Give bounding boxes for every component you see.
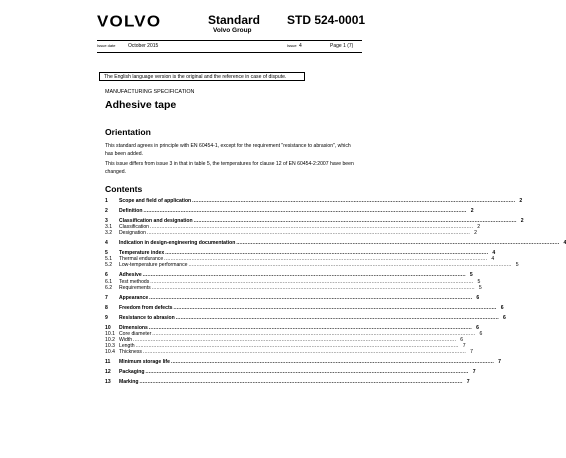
toc-entry-title: Indication in design-engineering documentation bbox=[119, 240, 236, 247]
toc-leader-dots: ........................................................................................................................................................................................................ bbox=[188, 262, 512, 269]
issue-number: 4 bbox=[299, 43, 302, 49]
toc-leader-dots: ........................................................................................................................................................................................................ bbox=[151, 284, 475, 291]
toc-entry-page: 6 bbox=[476, 324, 479, 331]
toc-leader-dots: ........................................................................................................................................................................................................ bbox=[165, 250, 489, 257]
document-category: MANUFACTURING SPECIFICATION bbox=[105, 89, 195, 95]
header-rule-bottom bbox=[97, 52, 362, 53]
toc-entry-page: 6 bbox=[500, 304, 504, 311]
toc-entry-title: Dimensions bbox=[119, 324, 148, 331]
toc-leader-dots: ........................................................................................................................................................................................................ bbox=[170, 359, 494, 365]
toc-entry-number: 3.2 bbox=[105, 230, 113, 237]
issue-label: Issue bbox=[287, 43, 297, 48]
toc-entry-number: 4 bbox=[105, 240, 108, 247]
toc-entry-number: 6.2 bbox=[105, 284, 113, 291]
toc-entry-title: Classification bbox=[119, 224, 150, 231]
toc-leader-dots: ........................................................................................................................................................................................................ bbox=[164, 256, 488, 263]
toc-entry[interactable] bbox=[105, 304, 504, 312]
toc-leader-dots: ........................................................................................................................................................................................................ bbox=[135, 342, 459, 349]
toc-leader-dots: ........................................................................................................................................................................................................ bbox=[236, 240, 560, 247]
orientation-heading: Orientation bbox=[105, 127, 151, 137]
toc-leader-dots: ........................................................................................................................................................................................................ bbox=[145, 369, 469, 375]
toc-entry-page: 5 bbox=[477, 278, 481, 285]
toc-entry-title: Test methods bbox=[119, 278, 150, 285]
toc-entry-page: 7 bbox=[472, 369, 476, 375]
toc-entry-title: Width bbox=[119, 336, 133, 343]
toc-entry-number: 6.1 bbox=[105, 278, 113, 285]
toc-entry-page: 2 bbox=[470, 208, 474, 214]
toc-entry-number: 2 bbox=[105, 208, 108, 214]
volvo-logo: VOLVO bbox=[97, 13, 162, 31]
toc-entry-number: 10.4 bbox=[105, 349, 115, 355]
toc-entry-title: Scope and field of application bbox=[119, 198, 192, 204]
toc-entry-page: 5 bbox=[469, 272, 473, 279]
toc-entry-title: Resistance to abrasion bbox=[119, 314, 175, 321]
toc-leader-dots: ........................................................................................................................................................................................................ bbox=[146, 230, 470, 237]
toc-entry-page: 6 bbox=[460, 336, 464, 343]
organization: Volvo Group bbox=[213, 27, 252, 34]
toc-entry-number: 10.2 bbox=[105, 336, 115, 343]
issue-date-label: Issue date bbox=[97, 43, 116, 48]
language-notice: The English language version is the original and the reference in case of dispute. bbox=[99, 72, 305, 81]
toc-entry[interactable] bbox=[105, 314, 506, 322]
toc-entry-number: 7 bbox=[105, 294, 108, 301]
toc-entry[interactable] bbox=[105, 230, 477, 237]
toc-entry-number: 13 bbox=[105, 379, 111, 385]
toc-entry-title: Temperature index bbox=[119, 250, 165, 257]
toc-entry-title: Designation bbox=[119, 230, 146, 237]
toc-entry-number: 5 bbox=[105, 250, 108, 257]
toc-entry[interactable] bbox=[105, 284, 482, 292]
toc-leader-dots: ........................................................................................................................................................................................................ bbox=[175, 314, 499, 321]
toc-entry-title: Thermal endurance bbox=[119, 256, 164, 263]
toc-entry[interactable] bbox=[105, 198, 523, 205]
toc-entry-title: Low-temperature performance bbox=[119, 262, 188, 269]
toc-entry-page: 2 bbox=[520, 218, 524, 224]
toc-leader-dots: ........................................................................................................................................................................................................ bbox=[150, 278, 474, 285]
toc-leader-dots: ........................................................................................................................................................................................................ bbox=[133, 336, 457, 343]
toc-leader-dots: ........................................................................................................................................................................................................ bbox=[142, 272, 466, 279]
toc-leader-dots: ........................................................................................................................................................................................................ bbox=[152, 330, 476, 337]
toc-entry-page: 4 bbox=[491, 256, 495, 263]
header-rule-top bbox=[97, 40, 362, 41]
toc-leader-dots: ........................................................................................................................................................................................................ bbox=[143, 208, 467, 214]
toc-entry-number: 10.3 bbox=[105, 342, 115, 349]
toc-entry-title: Thickness bbox=[119, 349, 142, 355]
toc-leader-dots: ........................................................................................................................................................................................................ bbox=[139, 379, 463, 385]
toc-entry-page: 4 bbox=[563, 240, 566, 247]
toc-entry-page: 7 bbox=[462, 342, 466, 349]
toc-entry-number: 10.1 bbox=[105, 330, 115, 337]
toc-entry[interactable] bbox=[105, 294, 480, 302]
toc-entry-title: Requirements bbox=[119, 284, 151, 291]
toc-entry[interactable] bbox=[105, 379, 470, 386]
toc-entry-page: 2 bbox=[474, 230, 477, 237]
page-number: Page 1 (7) bbox=[330, 43, 354, 49]
toc-entry-title: Appearance bbox=[119, 294, 149, 301]
toc-entry-page: 6 bbox=[502, 314, 506, 321]
toc-leader-dots: ........................................................................................................................................................................................................ bbox=[149, 294, 473, 301]
toc-entry-title: Marking bbox=[119, 379, 139, 385]
document-title: Adhesive tape bbox=[105, 99, 177, 111]
toc-entry-page: 2 bbox=[519, 198, 523, 204]
toc-entry-page: 5 bbox=[478, 284, 482, 291]
toc-entry-page: 6 bbox=[479, 330, 483, 337]
toc-entry-title: Minimum storage life bbox=[119, 359, 170, 365]
toc-entry-number: 3.1 bbox=[105, 224, 113, 231]
toc-leader-dots: ........................................................................................................................................................................................................ bbox=[150, 224, 474, 231]
toc-entry-title: Packaging bbox=[119, 369, 145, 375]
toc-entry-number: 5.2 bbox=[105, 262, 113, 269]
toc-entry[interactable] bbox=[105, 369, 476, 376]
toc-leader-dots: ........................................................................................................................................................................................................ bbox=[193, 218, 517, 224]
issue-date: October 2015 bbox=[128, 43, 159, 49]
toc-entry-page: 7 bbox=[498, 359, 501, 365]
toc-entry[interactable] bbox=[105, 349, 473, 356]
toc-leader-dots: ........................................................................................................................................................................................................ bbox=[142, 349, 466, 355]
toc-entry-title: Length bbox=[119, 342, 135, 349]
toc-entry-page: 4 bbox=[492, 250, 496, 257]
toc-entry-number: 3 bbox=[105, 218, 108, 224]
toc-entry-number: 8 bbox=[105, 304, 108, 311]
orientation-paragraph-1: This standard agrees in principle with EN 60454-1, except for the requirement "resistance to abrasion", which has been added. bbox=[105, 143, 351, 157]
toc-entry-title: Classification and designation bbox=[119, 218, 193, 224]
toc-entry[interactable] bbox=[105, 359, 501, 366]
doc-type: Standard bbox=[208, 13, 261, 27]
toc-leader-dots: ........................................................................................................................................................................................................ bbox=[173, 304, 497, 311]
toc-entry-title: Freedom from defects bbox=[119, 304, 173, 311]
toc-entry-page: 6 bbox=[476, 294, 480, 301]
toc-entry-number: 1 bbox=[105, 198, 108, 204]
toc-entry-number: 11 bbox=[105, 359, 111, 365]
toc-entry[interactable] bbox=[105, 262, 519, 269]
toc-entry[interactable] bbox=[105, 208, 474, 215]
toc-entry-number: 6 bbox=[105, 272, 108, 279]
toc-entry-page: 7 bbox=[466, 379, 470, 385]
toc-entry[interactable] bbox=[105, 240, 566, 247]
toc-entry-number: 10 bbox=[105, 324, 111, 331]
toc-entry-number: 12 bbox=[105, 369, 111, 375]
toc-entry-page: 2 bbox=[477, 224, 481, 231]
toc-entry-page: 7 bbox=[470, 349, 473, 355]
toc-entry-title: Adhesive bbox=[119, 272, 142, 279]
toc-entry-number: 5.1 bbox=[105, 256, 113, 263]
toc-leader-dots: ........................................................................................................................................................................................................ bbox=[148, 324, 472, 331]
toc-entry-page: 5 bbox=[515, 262, 519, 269]
toc-entry-title: Definition bbox=[119, 208, 143, 214]
contents-heading: Contents bbox=[105, 184, 143, 194]
standard-number: STD 524-0001 bbox=[287, 13, 366, 27]
orientation-paragraph-2: This issue differs from issue 3 in that in table 5, the temperatures for clause 12 of EN 60454-2:2007 have been changed. bbox=[105, 161, 354, 175]
toc-entry-title: Core diameter bbox=[119, 330, 152, 337]
toc-leader-dots: ........................................................................................................................................................................................................ bbox=[192, 198, 516, 204]
toc-entry-number: 9 bbox=[105, 314, 108, 321]
